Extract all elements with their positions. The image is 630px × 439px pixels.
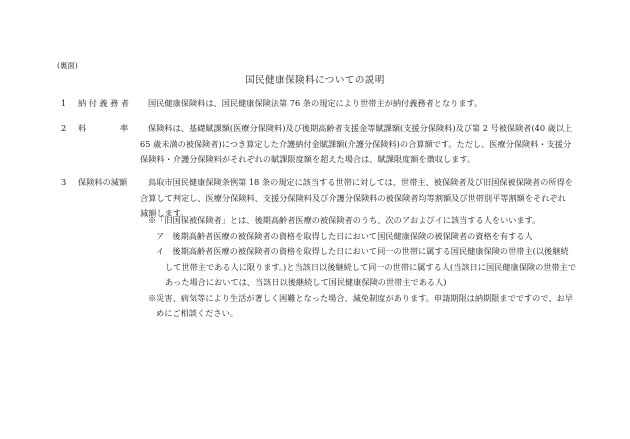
document-title: 国民健康保険料についての説明: [245, 75, 385, 86]
note-line: あった場合においては、当該日以後継続して国民健康保険の世帯主である人): [165, 277, 447, 287]
item-line: 合算して判定し、医療分保険料、支援分保険料及び介護分保険料の被保険者均等割額及び世帯別平等割額をそれぞれ: [140, 192, 566, 203]
item-line: 減額します。: [140, 208, 189, 218]
note-line: ※災害、病気等により生活が著しく困難となった場合、減免制度があります。申請期限は納期限までですので、お早: [148, 292, 573, 303]
note-line: ア 後期高齢者医療の被保険者の資格を取得した日において国民健康保険の被保険者の資格を有する人: [156, 230, 533, 241]
item-line: 65 歳未満の被保険者)につき算定した介護納付金賦課額(介護分保険料)の合算額です。ただし、医療分保険料・支援分: [140, 138, 572, 149]
item-line: 保険料は、基礎賦課額(医療分保険料)及び後期高齢者支援金等賦課額(支援分保険料)及び第 2 号被保険者(40 歳以上: [148, 123, 573, 133]
item-label: 保険料の減額: [78, 177, 128, 187]
note-line: めにご相談ください。: [156, 308, 238, 318]
item-number: 1: [61, 98, 67, 108]
item-line: 保険料・介護分保険料がそれぞれの賦課限度額を超えた場合は、賦課限度額を徴収します。: [140, 154, 476, 164]
page-side-label: (裏面): [57, 61, 78, 70]
item-line: 鳥取市国民健康保険条例第 18 条の規定に該当する世帯に対しては、世帯主、被保険者及び旧国保被保険者の所得を: [148, 177, 573, 187]
notes-section: [148, 213, 576, 322]
item-label-first-char: 料: [78, 123, 87, 133]
item-body: [140, 121, 593, 168]
item-label: 納付義務者: [78, 98, 132, 108]
note-line: イ 後期高齢者医療の被保険者の資格を取得した日において同一の世帯に属する国民健康保険の世帯主(以後継続: [156, 246, 569, 256]
item-number: 2: [61, 123, 67, 133]
item-number: 3: [61, 177, 67, 187]
item-body: [148, 96, 593, 112]
note-line: して世帯主である人に限ります。)と当該日以後継続して同一の世帯に属する人(当該日に国民健康保険の世帯主で: [165, 261, 577, 272]
item-line: 国民健康保険料は、国民健康保険法第 76 条の規定により世帯主が納付義務者となります。: [148, 98, 483, 108]
note-line: ※「旧国保被保険者」とは、後期高齢者医療の被保険者のうち、次のアおよびイに該当する人をいいます。: [148, 215, 541, 225]
item-label-second-char: 率: [120, 123, 129, 133]
